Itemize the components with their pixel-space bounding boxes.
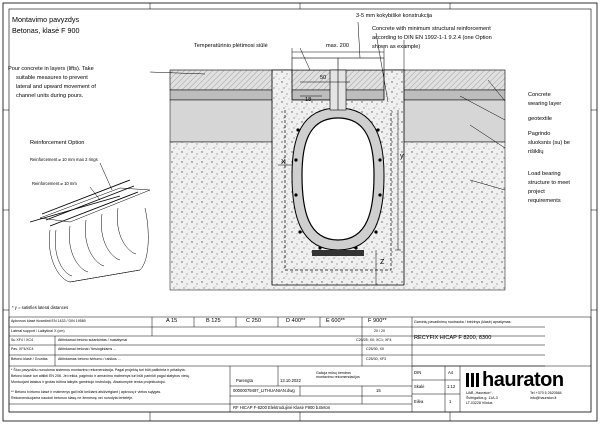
mid-small-2: Atitinkamai betonai / tiesioginiams ...	[58, 347, 117, 351]
email: info@hauraton.lt	[530, 396, 557, 400]
callout-load-bearing-1: Load bearing	[528, 171, 561, 177]
file-label: 00000079497_LITHUANIAN.dwg	[233, 388, 295, 393]
pour-note-3: lateral and upward movement of	[16, 84, 96, 90]
legal-note-5: Rekomenduojama naudoti betonoo klasę ne žemesnę nei nurodyta lentelėje.	[11, 396, 134, 400]
channel-foot	[312, 250, 364, 256]
hauraton-logo-mark	[466, 373, 479, 387]
dim-x: X	[281, 157, 286, 166]
edition-value: 1	[449, 399, 452, 404]
address-3: LT-03228 Vilnius	[466, 401, 493, 405]
class-b125: B 125	[206, 318, 221, 324]
prepared-label: Parengta	[236, 378, 253, 383]
callout-base-layer-2: sluoksnis (su) be	[528, 140, 570, 146]
rebar-label-1: Reinforcement ⌀ 10 mm max 2 rings	[30, 157, 98, 162]
mid-small-1: Atitinkamai betono sutankintas / nustatymai	[58, 338, 128, 342]
class-d400: D 400**	[286, 318, 306, 324]
class-e600: E 600**	[326, 318, 345, 324]
phone: Tel +370 5 2620584	[530, 391, 562, 395]
callout-load-bearing-3: project	[528, 189, 545, 195]
product-name: RECYFIX HICAP F 8200, 8300	[414, 335, 492, 341]
callout-wearing-layer-1: Concrete	[528, 92, 551, 98]
row3-value: C20/25; X0; XC1; XF4	[356, 338, 392, 342]
drawing-title-line1: Montavimo pavyzdys	[12, 15, 80, 24]
legal-note-3: Montuojant latakus ir grotas būtina laikytis gamintojo instrukcijų. Atsakomybė tenka projektuotojui.	[11, 380, 167, 384]
file-version: 15	[376, 388, 381, 393]
dim-18: 18	[305, 97, 312, 103]
legal-note-2: Betono klasė turi atitikti EN 206. Jei reikia, pagrindo ir armavimo matmenys turi būti parinkti pagal statybos vietą.	[11, 374, 190, 378]
product-note-heading: Gaminių pavadinimų nuotrauka / brėžinys (klasė) aprašymas:	[414, 320, 512, 324]
row2-value: 20 / 20	[374, 329, 385, 333]
callout-load-bearing-2: structure to meet	[528, 180, 570, 186]
callout-expansion-joint: Temperatūrinio plėtimosi siūlė	[194, 43, 268, 49]
channel-cavity	[302, 118, 374, 240]
address-1: UAB „Hauraton“,	[466, 391, 493, 395]
callout-top-construction: 3-5 mm kokybiškė konstrukcija	[356, 13, 433, 19]
table-norm-row: Apkrovos klasė išvardinti EN 1433 / DIN 19580	[11, 319, 86, 323]
callout-geotextile: geotextile	[528, 116, 552, 122]
din-value: A4	[448, 370, 454, 375]
reinforcement-option-label: Reinforcement Option	[30, 140, 85, 146]
callout-structural-1: Concrete with minimum structural reinforcement	[372, 26, 491, 32]
callout-structural-2: according to DIN EN 1992-1-1 9.2.4 (one Option	[372, 35, 492, 41]
callout-load-bearing-4: requirements	[528, 198, 561, 204]
legal-note-1: * Šiuo pavyzdžiu nurodoma sistemos montavimo rekomendacija. Pagal projektą turi būti patikrinta ir pritaikyta.	[11, 368, 186, 372]
dim-max200: max. 200	[326, 43, 350, 49]
company-logo: hauraton	[482, 369, 564, 391]
left-small-3: Betono klasė / Gruntas	[11, 357, 48, 361]
address-2: Švitrigailos g. 11A-3	[466, 396, 498, 400]
dim-z: Z	[380, 257, 385, 266]
callout-wearing-layer-2: wearing layer	[528, 101, 562, 107]
prepared-date: 13.10.2022	[280, 378, 301, 383]
rebar-label-2: Reinforcement ⌀ 10 mm	[32, 181, 77, 186]
dim-50: 50	[320, 75, 327, 81]
row5-value: C25/30, XF3	[366, 357, 387, 361]
callout-base-layer-1: Pagrindo	[528, 131, 551, 137]
row2-label: Lateral support / Laikytinai X (cm)	[11, 329, 65, 333]
class-f900: F 900**	[368, 318, 387, 324]
legal-note-4: ** Betono tvirtumo klasė ir matmenys gali būti keičiami atsižvelgiant į apkrovą ir vietos sąlygas.	[11, 390, 162, 394]
callout-base-layer-3: rišiklių	[528, 149, 544, 155]
pour-note-4: channel units during pours.	[16, 93, 84, 99]
din-label: DIN	[414, 370, 422, 375]
row4-value: C25/30, X0	[366, 347, 384, 351]
scale-value: 1:12	[447, 384, 456, 389]
pour-note-1: Pour concrete in layers (lifts). Take	[8, 66, 94, 72]
class-a15: A 15	[166, 318, 178, 324]
left-small-2: Pav. XF4/XC4	[11, 347, 34, 351]
pour-note-2: suitable measures to prevent	[16, 75, 88, 81]
class-c250: C 250	[246, 318, 261, 324]
left-small-1: Su XF4 / XC4	[11, 338, 33, 342]
mid-small-3: Atitinkamas betono tvirtumo / raiškos ...	[58, 357, 121, 361]
scale-label: Skalė	[414, 384, 425, 389]
dim-y: y	[400, 151, 404, 160]
drawing-footnote: * y = satisfies lateral distances	[12, 305, 69, 310]
edition-label: Eilėa	[414, 399, 424, 404]
checked-label: Galioja mūsų bendros montavimo rekomendacijos	[316, 371, 360, 379]
callout-structural-3: shown as example)	[372, 44, 421, 50]
bottom-title: RF HICAP F-8200 Elektrodujinė Klasė F900 b.Beton	[233, 405, 331, 410]
drawing-title-line2: Betonas, klasė F 900	[12, 26, 80, 35]
